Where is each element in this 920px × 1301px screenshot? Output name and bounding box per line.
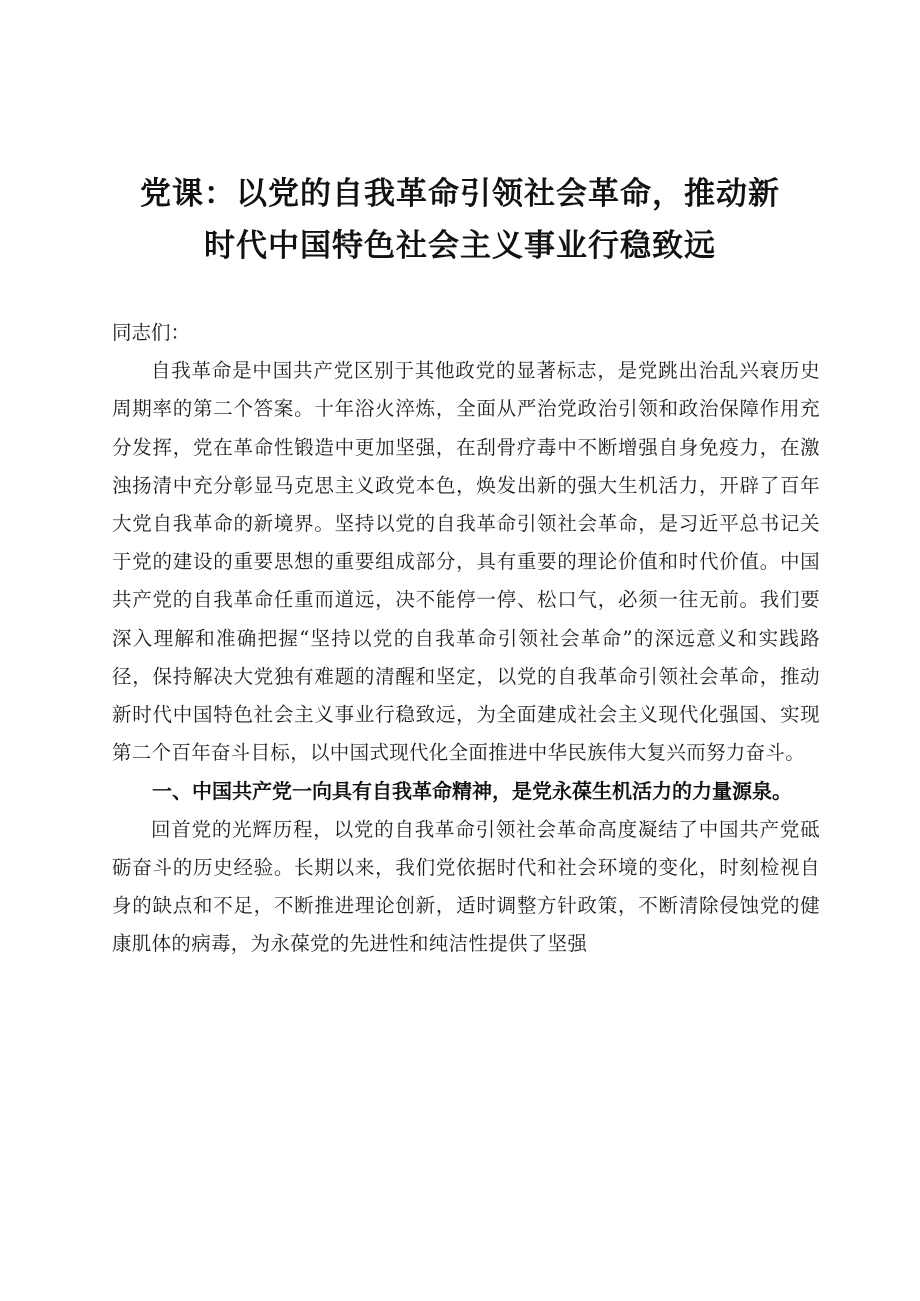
document-title: [100, 168, 820, 272]
title-line-1: 党课：以党的自我革命引领社会革命，推动新: [140, 176, 780, 212]
document-body: [112, 314, 820, 963]
title-line-2: 时代中国特色社会主义事业行稳致远: [204, 228, 716, 264]
salutation: 同志们：: [112, 321, 191, 344]
section-heading-1: 一、中国共产党一向具有自我革命精神，是党永葆生机活力的力量源泉。: [152, 779, 792, 804]
paragraph-section-1: 回首党的光辉历程，以党的自我革命引领社会革命高度凝结了中国共产党砥砺奋斗的历史经验。长期以来，我们党依据时代和社会环境的变化，时刻检视自身的缺点和不足，不断推进理论创新，适时调整方针政策，不断清除侵蚀党的健康肌体的病毒，为永葆党的先进性和纯洁性提供了坚强: [112, 817, 820, 956]
paragraph-intro: 自我革命是中国共产党区别于其他政党的显著标志，是党跳出治乱兴衰历史周期率的第二个答案。十年浴火淬炼，全面从严治党政治引领和政治保障作用充分发挥，党在革命性锻造中更加坚强，在刮骨疗毒中不断增强自身免疫力，在激浊扬清中充分彰显马克思主义政党本色，焕发出新的强大生机活力，开辟了百年大党自我革命的新境界。坚持以党的自我革命引领社会革命，是习近平总书记关于党的建设的重要思想的重要组成部分，具有重要的理论价值和时代价值。中国共产党的自我革命任重而道远，决不能停一停、松口气，必须一往无前。我们要深入理解和准确把握“坚持以党的自我革命引领社会革命”的深远意义和实践路径，保持解决大党独有难题的清醒和坚定，以党的自我革命引领社会革命，推动新时代中国特色社会主义事业行稳致远，为全面建成社会主义现代化强国、实现第二个百年奋斗目标，以中国式现代化全面推进中华民族伟大复兴而努力奋斗。: [112, 359, 820, 765]
